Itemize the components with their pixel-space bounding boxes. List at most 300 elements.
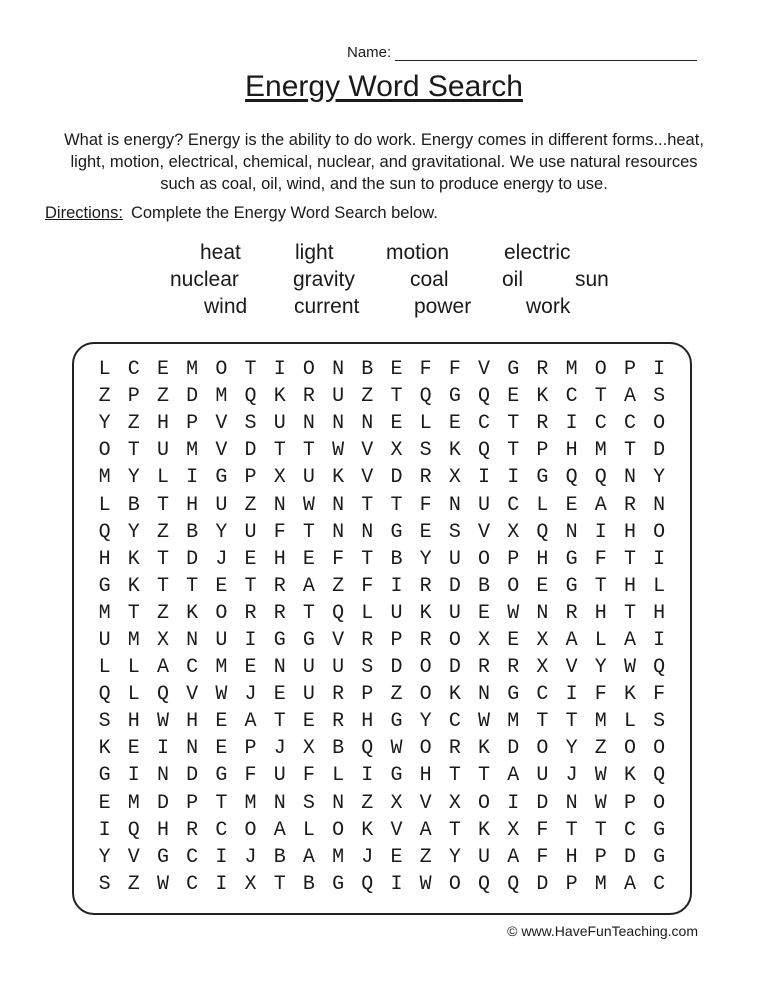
grid-letter[interactable]: A bbox=[419, 818, 432, 842]
grid-letter[interactable]: B bbox=[478, 574, 491, 598]
grid-letter[interactable]: W bbox=[156, 710, 169, 734]
grid-letter[interactable]: V bbox=[332, 628, 345, 652]
grid-letter[interactable]: H bbox=[565, 845, 578, 869]
grid-letter[interactable]: X bbox=[390, 439, 403, 463]
grid-letter[interactable]: B bbox=[332, 737, 345, 761]
grid-letter[interactable]: H bbox=[127, 710, 140, 734]
grid-letter[interactable]: N bbox=[273, 493, 286, 517]
grid-letter[interactable]: E bbox=[507, 385, 520, 409]
grid-letter[interactable]: K bbox=[623, 764, 636, 788]
grid-letter[interactable]: T bbox=[156, 493, 169, 517]
grid-letter[interactable]: J bbox=[244, 683, 257, 707]
grid-letter[interactable]: N bbox=[623, 466, 636, 490]
grid-letter[interactable]: T bbox=[594, 385, 607, 409]
grid-letter[interactable]: G bbox=[507, 683, 520, 707]
grid-letter[interactable]: H bbox=[156, 818, 169, 842]
grid-letter[interactable]: G bbox=[390, 710, 403, 734]
grid-letter[interactable]: X bbox=[156, 628, 169, 652]
grid-letter[interactable]: C bbox=[594, 412, 607, 436]
grid-letter[interactable]: J bbox=[565, 764, 578, 788]
grid-letter[interactable]: N bbox=[332, 493, 345, 517]
grid-letter[interactable]: D bbox=[186, 764, 199, 788]
grid-letter[interactable]: N bbox=[332, 791, 345, 815]
grid-letter[interactable]: G bbox=[653, 818, 666, 842]
grid-letter[interactable]: U bbox=[478, 845, 491, 869]
grid-letter[interactable]: K bbox=[448, 439, 461, 463]
grid-letter[interactable]: D bbox=[623, 845, 636, 869]
grid-letter[interactable]: C bbox=[186, 872, 199, 896]
grid-letter[interactable]: R bbox=[478, 656, 491, 680]
grid-letter[interactable]: T bbox=[273, 439, 286, 463]
grid-letter[interactable]: T bbox=[244, 358, 257, 382]
grid-letter[interactable]: M bbox=[594, 872, 607, 896]
grid-letter[interactable]: U bbox=[302, 656, 315, 680]
grid-letter[interactable]: G bbox=[215, 466, 228, 490]
grid-letter[interactable]: N bbox=[332, 412, 345, 436]
name-line[interactable] bbox=[395, 46, 697, 61]
grid-letter[interactable]: G bbox=[98, 764, 111, 788]
grid-letter[interactable]: M bbox=[98, 466, 111, 490]
grid-letter[interactable]: O bbox=[653, 737, 666, 761]
grid-letter[interactable]: C bbox=[127, 358, 140, 382]
grid-letter[interactable]: O bbox=[653, 791, 666, 815]
grid-letter[interactable]: N bbox=[361, 412, 374, 436]
grid-letter[interactable]: W bbox=[390, 737, 403, 761]
grid-letter[interactable]: P bbox=[186, 791, 199, 815]
grid-letter[interactable]: O bbox=[507, 574, 520, 598]
grid-letter[interactable]: T bbox=[448, 764, 461, 788]
grid-letter[interactable]: S bbox=[653, 385, 666, 409]
grid-letter[interactable]: Y bbox=[448, 845, 461, 869]
grid-letter[interactable]: Z bbox=[594, 737, 607, 761]
grid-letter[interactable]: O bbox=[302, 358, 315, 382]
grid-letter[interactable]: P bbox=[244, 466, 257, 490]
grid-letter[interactable]: C bbox=[478, 412, 491, 436]
grid-letter[interactable]: V bbox=[390, 818, 403, 842]
grid-letter[interactable]: G bbox=[565, 574, 578, 598]
grid-letter[interactable]: H bbox=[186, 493, 199, 517]
grid-letter[interactable]: O bbox=[448, 872, 461, 896]
grid-letter[interactable]: R bbox=[186, 818, 199, 842]
grid-letter[interactable]: O bbox=[215, 358, 228, 382]
grid-letter[interactable]: V bbox=[215, 412, 228, 436]
grid-letter[interactable]: V bbox=[478, 520, 491, 544]
grid-letter[interactable]: N bbox=[565, 791, 578, 815]
grid-letter[interactable]: I bbox=[98, 818, 111, 842]
grid-letter[interactable]: C bbox=[536, 683, 549, 707]
grid-letter[interactable]: R bbox=[244, 601, 257, 625]
grid-letter[interactable]: M bbox=[332, 845, 345, 869]
grid-letter[interactable]: P bbox=[127, 385, 140, 409]
grid-letter[interactable]: N bbox=[273, 791, 286, 815]
grid-letter[interactable]: Q bbox=[536, 520, 549, 544]
grid-letter[interactable]: L bbox=[536, 493, 549, 517]
grid-letter[interactable]: E bbox=[390, 412, 403, 436]
grid-letter[interactable]: D bbox=[186, 547, 199, 571]
grid-letter[interactable]: V bbox=[419, 791, 432, 815]
grid-letter[interactable]: K bbox=[273, 385, 286, 409]
grid-letter[interactable]: U bbox=[332, 656, 345, 680]
grid-letter[interactable]: X bbox=[448, 466, 461, 490]
grid-letter[interactable]: I bbox=[215, 872, 228, 896]
grid-letter[interactable]: T bbox=[448, 818, 461, 842]
grid-letter[interactable]: O bbox=[332, 818, 345, 842]
grid-letter[interactable]: E bbox=[273, 683, 286, 707]
grid-letter[interactable]: O bbox=[653, 412, 666, 436]
grid-letter[interactable]: Q bbox=[419, 385, 432, 409]
grid-letter[interactable]: L bbox=[98, 358, 111, 382]
grid-letter[interactable]: X bbox=[244, 872, 257, 896]
grid-letter[interactable]: A bbox=[565, 628, 578, 652]
grid-letter[interactable]: E bbox=[244, 656, 257, 680]
grid-letter[interactable]: H bbox=[623, 520, 636, 544]
grid-letter[interactable]: Y bbox=[419, 710, 432, 734]
grid-letter[interactable]: T bbox=[594, 818, 607, 842]
grid-letter[interactable]: Z bbox=[419, 845, 432, 869]
grid-letter[interactable]: Y bbox=[215, 520, 228, 544]
grid-letter[interactable]: T bbox=[623, 439, 636, 463]
grid-letter[interactable]: L bbox=[361, 601, 374, 625]
grid-letter[interactable]: K bbox=[127, 574, 140, 598]
grid-letter[interactable]: F bbox=[653, 683, 666, 707]
grid-letter[interactable]: T bbox=[127, 439, 140, 463]
grid-letter[interactable]: I bbox=[653, 358, 666, 382]
grid-letter[interactable]: R bbox=[565, 601, 578, 625]
grid-letter[interactable]: R bbox=[302, 385, 315, 409]
grid-letter[interactable]: T bbox=[507, 439, 520, 463]
grid-letter[interactable]: R bbox=[273, 574, 286, 598]
grid-letter[interactable]: L bbox=[127, 683, 140, 707]
grid-letter[interactable]: W bbox=[623, 656, 636, 680]
grid-letter[interactable]: H bbox=[156, 412, 169, 436]
grid-letter[interactable]: I bbox=[244, 628, 257, 652]
grid-letter[interactable]: P bbox=[623, 791, 636, 815]
grid-letter[interactable]: J bbox=[273, 737, 286, 761]
grid-letter[interactable]: G bbox=[390, 764, 403, 788]
grid-letter[interactable]: T bbox=[594, 574, 607, 598]
grid-letter[interactable]: N bbox=[332, 520, 345, 544]
grid-letter[interactable]: O bbox=[419, 656, 432, 680]
grid-letter[interactable]: M bbox=[244, 791, 257, 815]
grid-letter[interactable]: Z bbox=[127, 412, 140, 436]
grid-letter[interactable]: R bbox=[507, 656, 520, 680]
grid-letter[interactable]: W bbox=[419, 872, 432, 896]
grid-letter[interactable]: N bbox=[565, 520, 578, 544]
grid-letter[interactable]: U bbox=[244, 520, 257, 544]
grid-letter[interactable]: T bbox=[302, 439, 315, 463]
grid-letter[interactable]: Q bbox=[653, 656, 666, 680]
grid-letter[interactable]: F bbox=[361, 574, 374, 598]
grid-letter[interactable]: A bbox=[302, 845, 315, 869]
grid-letter[interactable]: M bbox=[186, 439, 199, 463]
grid-letter[interactable]: R bbox=[273, 601, 286, 625]
grid-letter[interactable]: Z bbox=[156, 520, 169, 544]
grid-letter[interactable]: Z bbox=[332, 574, 345, 598]
grid-letter[interactable]: I bbox=[507, 466, 520, 490]
grid-letter[interactable]: D bbox=[536, 872, 549, 896]
grid-letter[interactable]: Z bbox=[244, 493, 257, 517]
grid-letter[interactable]: I bbox=[186, 466, 199, 490]
grid-letter[interactable]: L bbox=[419, 412, 432, 436]
grid-letter[interactable]: A bbox=[507, 764, 520, 788]
grid-letter[interactable]: S bbox=[361, 656, 374, 680]
grid-letter[interactable]: H bbox=[594, 601, 607, 625]
grid-letter[interactable]: V bbox=[361, 439, 374, 463]
grid-letter[interactable]: E bbox=[215, 710, 228, 734]
grid-letter[interactable]: Q bbox=[361, 737, 374, 761]
grid-letter[interactable]: M bbox=[98, 601, 111, 625]
grid-letter[interactable]: M bbox=[507, 710, 520, 734]
grid-letter[interactable]: N bbox=[156, 764, 169, 788]
grid-letter[interactable]: I bbox=[594, 520, 607, 544]
grid-letter[interactable]: Z bbox=[156, 601, 169, 625]
grid-letter[interactable]: R bbox=[332, 683, 345, 707]
grid-letter[interactable]: W bbox=[332, 439, 345, 463]
grid-letter[interactable]: K bbox=[98, 737, 111, 761]
grid-letter[interactable]: Q bbox=[98, 520, 111, 544]
grid-letter[interactable]: U bbox=[156, 439, 169, 463]
grid-letter[interactable]: Z bbox=[98, 385, 111, 409]
grid-letter[interactable]: P bbox=[623, 358, 636, 382]
grid-letter[interactable]: T bbox=[390, 493, 403, 517]
grid-letter[interactable]: M bbox=[594, 439, 607, 463]
grid-letter[interactable]: A bbox=[623, 628, 636, 652]
grid-letter[interactable]: G bbox=[565, 547, 578, 571]
grid-letter[interactable]: P bbox=[536, 439, 549, 463]
grid-letter[interactable]: X bbox=[448, 791, 461, 815]
grid-letter[interactable]: T bbox=[156, 574, 169, 598]
grid-letter[interactable]: P bbox=[390, 628, 403, 652]
grid-letter[interactable]: C bbox=[186, 656, 199, 680]
grid-letter[interactable]: I bbox=[390, 872, 403, 896]
grid-letter[interactable]: A bbox=[302, 574, 315, 598]
grid-letter[interactable]: R bbox=[536, 412, 549, 436]
grid-letter[interactable]: P bbox=[186, 412, 199, 436]
grid-letter[interactable]: X bbox=[273, 466, 286, 490]
grid-letter[interactable]: J bbox=[215, 547, 228, 571]
grid-letter[interactable]: H bbox=[419, 764, 432, 788]
grid-letter[interactable]: T bbox=[127, 601, 140, 625]
grid-letter[interactable]: N bbox=[536, 601, 549, 625]
grid-letter[interactable]: D bbox=[390, 656, 403, 680]
grid-letter[interactable]: D bbox=[507, 737, 520, 761]
grid-letter[interactable]: H bbox=[565, 439, 578, 463]
grid-letter[interactable]: J bbox=[244, 845, 257, 869]
grid-letter[interactable]: P bbox=[507, 547, 520, 571]
grid-letter[interactable]: K bbox=[419, 601, 432, 625]
grid-letter[interactable]: Q bbox=[565, 466, 578, 490]
grid-letter[interactable]: O bbox=[478, 791, 491, 815]
grid-letter[interactable]: H bbox=[536, 547, 549, 571]
grid-letter[interactable]: Q bbox=[332, 601, 345, 625]
grid-letter[interactable]: O bbox=[215, 601, 228, 625]
grid-letter[interactable]: F bbox=[594, 683, 607, 707]
grid-letter[interactable]: F bbox=[302, 764, 315, 788]
grid-letter[interactable]: N bbox=[361, 520, 374, 544]
grid-letter[interactable]: X bbox=[478, 628, 491, 652]
grid-letter[interactable]: O bbox=[98, 439, 111, 463]
grid-letter[interactable]: H bbox=[273, 547, 286, 571]
grid-letter[interactable]: W bbox=[302, 493, 315, 517]
grid-letter[interactable]: I bbox=[156, 737, 169, 761]
grid-letter[interactable]: F bbox=[332, 547, 345, 571]
grid-letter[interactable]: G bbox=[302, 628, 315, 652]
grid-letter[interactable]: T bbox=[215, 791, 228, 815]
grid-letter[interactable]: I bbox=[127, 764, 140, 788]
grid-letter[interactable]: U bbox=[536, 764, 549, 788]
grid-letter[interactable]: S bbox=[98, 872, 111, 896]
grid-letter[interactable]: I bbox=[390, 574, 403, 598]
grid-letter[interactable]: L bbox=[302, 818, 315, 842]
grid-letter[interactable]: B bbox=[390, 547, 403, 571]
grid-letter[interactable]: M bbox=[215, 385, 228, 409]
grid-letter[interactable]: A bbox=[244, 710, 257, 734]
grid-letter[interactable]: T bbox=[361, 547, 374, 571]
grid-letter[interactable]: C bbox=[565, 385, 578, 409]
grid-letter[interactable]: W bbox=[507, 601, 520, 625]
grid-letter[interactable]: G bbox=[536, 466, 549, 490]
grid-letter[interactable]: B bbox=[302, 872, 315, 896]
grid-letter[interactable]: U bbox=[302, 683, 315, 707]
grid-letter[interactable]: W bbox=[478, 710, 491, 734]
grid-letter[interactable]: G bbox=[273, 628, 286, 652]
grid-letter[interactable]: D bbox=[186, 385, 199, 409]
grid-letter[interactable]: L bbox=[156, 466, 169, 490]
grid-letter[interactable]: C bbox=[653, 872, 666, 896]
grid-letter[interactable]: R bbox=[332, 710, 345, 734]
grid-letter[interactable]: Q bbox=[507, 872, 520, 896]
grid-letter[interactable]: S bbox=[419, 439, 432, 463]
grid-letter[interactable]: E bbox=[536, 574, 549, 598]
grid-letter[interactable]: K bbox=[332, 466, 345, 490]
grid-letter[interactable]: A bbox=[594, 493, 607, 517]
grid-letter[interactable]: A bbox=[156, 656, 169, 680]
grid-letter[interactable]: G bbox=[653, 845, 666, 869]
grid-letter[interactable]: Q bbox=[478, 439, 491, 463]
grid-letter[interactable]: E bbox=[215, 737, 228, 761]
grid-letter[interactable]: R bbox=[361, 628, 374, 652]
grid-letter[interactable]: O bbox=[478, 547, 491, 571]
grid-letter[interactable]: N bbox=[332, 358, 345, 382]
grid-letter[interactable]: C bbox=[623, 818, 636, 842]
grid-letter[interactable]: Q bbox=[361, 872, 374, 896]
grid-letter[interactable]: T bbox=[361, 493, 374, 517]
grid-letter[interactable]: T bbox=[478, 764, 491, 788]
grid-letter[interactable]: Q bbox=[478, 385, 491, 409]
grid-letter[interactable]: U bbox=[215, 493, 228, 517]
grid-letter[interactable]: N bbox=[478, 683, 491, 707]
grid-letter[interactable]: Q bbox=[594, 466, 607, 490]
grid-letter[interactable]: X bbox=[302, 737, 315, 761]
grid-letter[interactable]: Q bbox=[653, 764, 666, 788]
grid-letter[interactable]: U bbox=[390, 601, 403, 625]
grid-letter[interactable]: T bbox=[273, 710, 286, 734]
grid-letter[interactable]: U bbox=[332, 385, 345, 409]
grid-letter[interactable]: C bbox=[448, 710, 461, 734]
grid-letter[interactable]: R bbox=[623, 493, 636, 517]
grid-letter[interactable]: F bbox=[419, 358, 432, 382]
grid-letter[interactable]: N bbox=[653, 493, 666, 517]
grid-letter[interactable]: G bbox=[98, 574, 111, 598]
grid-letter[interactable]: Z bbox=[361, 385, 374, 409]
grid-letter[interactable]: V bbox=[186, 683, 199, 707]
grid-letter[interactable]: K bbox=[478, 737, 491, 761]
grid-letter[interactable]: I bbox=[507, 791, 520, 815]
grid-letter[interactable]: U bbox=[98, 628, 111, 652]
grid-letter[interactable]: A bbox=[507, 845, 520, 869]
grid-letter[interactable]: F bbox=[536, 818, 549, 842]
grid-letter[interactable]: E bbox=[215, 574, 228, 598]
grid-letter[interactable]: Z bbox=[127, 872, 140, 896]
grid-letter[interactable]: P bbox=[594, 845, 607, 869]
grid-letter[interactable]: I bbox=[653, 547, 666, 571]
grid-letter[interactable]: N bbox=[186, 628, 199, 652]
grid-letter[interactable]: Y bbox=[98, 845, 111, 869]
grid-letter[interactable]: C bbox=[623, 412, 636, 436]
grid-letter[interactable]: W bbox=[594, 764, 607, 788]
grid-letter[interactable]: X bbox=[507, 818, 520, 842]
grid-letter[interactable]: S bbox=[98, 710, 111, 734]
grid-letter[interactable]: K bbox=[361, 818, 374, 842]
grid-letter[interactable]: S bbox=[302, 791, 315, 815]
grid-letter[interactable]: E bbox=[390, 358, 403, 382]
grid-letter[interactable]: F bbox=[594, 547, 607, 571]
grid-letter[interactable]: L bbox=[98, 656, 111, 680]
grid-letter[interactable]: D bbox=[156, 791, 169, 815]
grid-letter[interactable]: K bbox=[127, 547, 140, 571]
grid-letter[interactable]: B bbox=[186, 520, 199, 544]
grid-letter[interactable]: R bbox=[419, 628, 432, 652]
grid-letter[interactable]: J bbox=[361, 845, 374, 869]
grid-letter[interactable]: A bbox=[273, 818, 286, 842]
grid-letter[interactable]: O bbox=[419, 683, 432, 707]
grid-letter[interactable]: O bbox=[448, 628, 461, 652]
grid-letter[interactable]: I bbox=[273, 358, 286, 382]
grid-letter[interactable]: E bbox=[244, 547, 257, 571]
grid-letter[interactable]: X bbox=[536, 628, 549, 652]
grid-letter[interactable]: V bbox=[361, 466, 374, 490]
grid-letter[interactable]: T bbox=[156, 547, 169, 571]
grid-letter[interactable]: E bbox=[390, 845, 403, 869]
grid-letter[interactable]: V bbox=[127, 845, 140, 869]
grid-letter[interactable]: L bbox=[332, 764, 345, 788]
grid-letter[interactable]: F bbox=[244, 764, 257, 788]
grid-letter[interactable]: A bbox=[623, 872, 636, 896]
grid-letter[interactable]: Y bbox=[127, 520, 140, 544]
grid-letter[interactable]: U bbox=[448, 547, 461, 571]
grid-letter[interactable]: E bbox=[419, 520, 432, 544]
grid-letter[interactable]: T bbox=[565, 710, 578, 734]
grid-letter[interactable]: M bbox=[215, 656, 228, 680]
grid-letter[interactable]: O bbox=[653, 520, 666, 544]
grid-letter[interactable]: Z bbox=[156, 385, 169, 409]
grid-letter[interactable]: M bbox=[127, 628, 140, 652]
grid-letter[interactable]: U bbox=[478, 493, 491, 517]
grid-letter[interactable]: V bbox=[565, 656, 578, 680]
grid-letter[interactable]: F bbox=[273, 520, 286, 544]
grid-letter[interactable]: G bbox=[332, 872, 345, 896]
grid-letter[interactable]: T bbox=[507, 412, 520, 436]
grid-letter[interactable]: X bbox=[390, 791, 403, 815]
grid-letter[interactable]: D bbox=[390, 466, 403, 490]
grid-letter[interactable]: M bbox=[594, 710, 607, 734]
grid-letter[interactable]: B bbox=[273, 845, 286, 869]
grid-letter[interactable]: U bbox=[448, 601, 461, 625]
grid-letter[interactable]: I bbox=[478, 466, 491, 490]
grid-letter[interactable]: X bbox=[536, 656, 549, 680]
grid-letter[interactable]: S bbox=[448, 520, 461, 544]
grid-letter[interactable]: B bbox=[361, 358, 374, 382]
